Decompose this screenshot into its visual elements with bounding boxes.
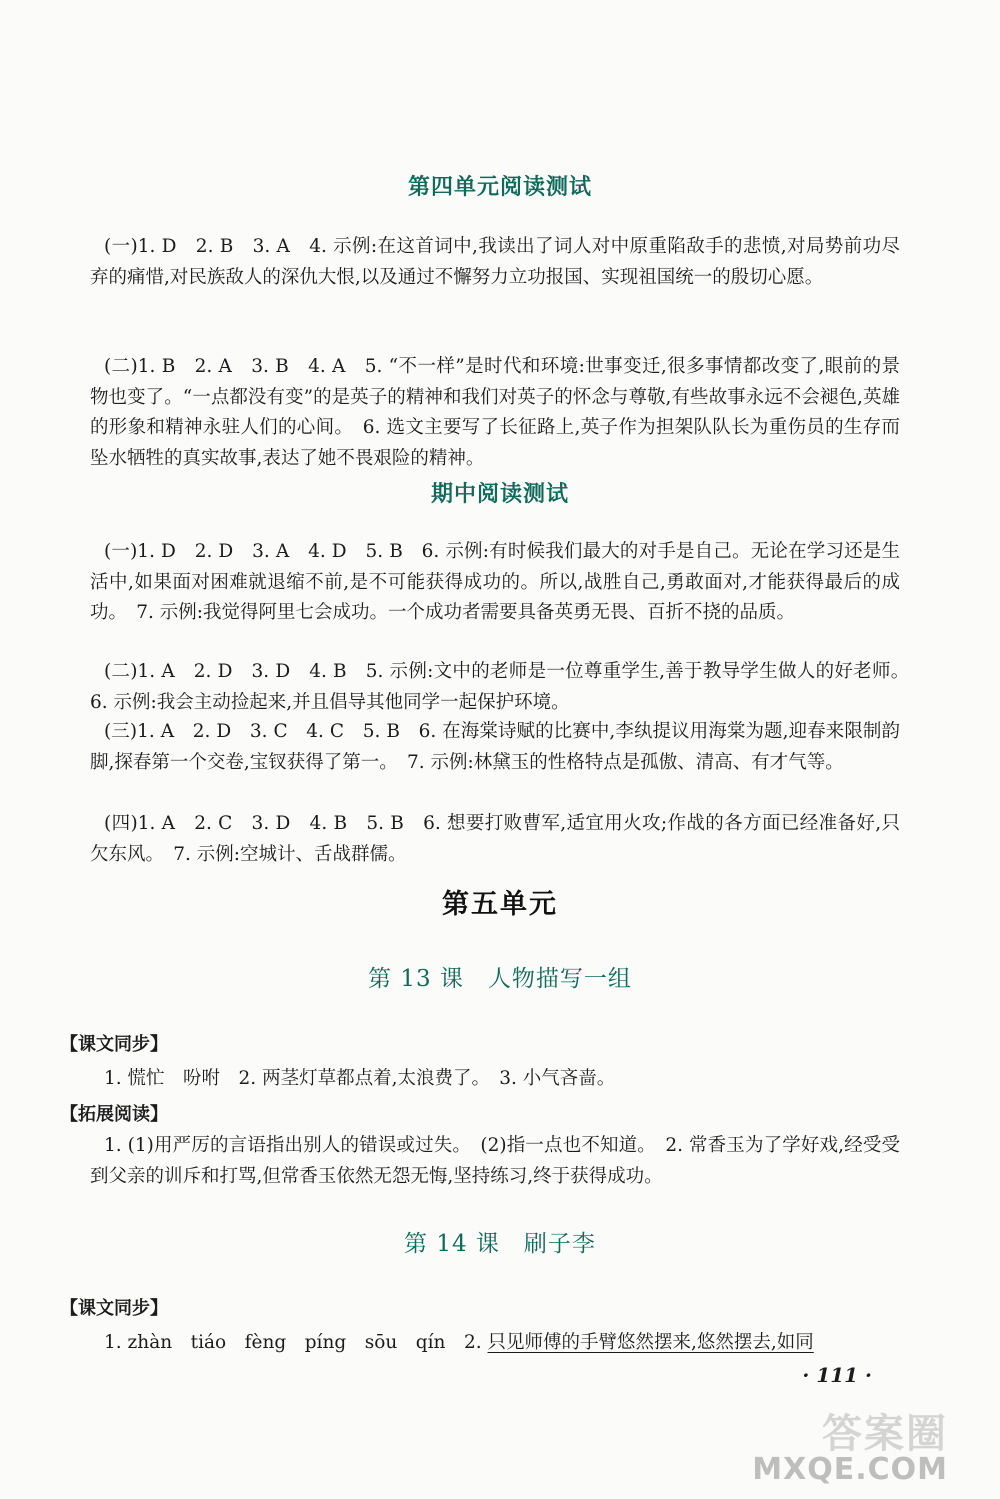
lesson13-sync-tag: 【课文同步】	[60, 1034, 168, 1055]
unit5-title: 第五单元	[442, 889, 558, 920]
lesson13-extended-reading-tag: 【拓展阅读】	[60, 1104, 168, 1125]
unit4-test-part2: (二)1. B 2. A 3. B 4. A 5. “不一样”是时代和环境:世事变迁,很多事情都改变了,眼前的景物也变了。“一点都没有变”的是英子的精神和我们对英子的怀念与尊敬,有些故事永远不会褪色,英雄的形象和精神永驻人们的心间。 6. 选文主要写了长征路上,英子作为担架队队长为重伤员的生存而坠水牺牲的真实故事,表达了她不畏艰险的精神。	[90, 356, 900, 469]
lesson14-underlined-sentence: 只见师傅的手臂悠然摆来,悠然摆去,如同	[487, 1332, 814, 1353]
page-number: · 111 ·	[802, 1363, 872, 1387]
lesson13-extended-reading-answers: 1. (1)用严厉的言语指出别人的错误或过失。 (2)指一点也不知道。 2. 常香玉为了学好戏,经受受到父亲的训斥和打骂,但常香玉依然无怨无悔,坚持练习,终于获得成功。	[90, 1135, 900, 1187]
lesson14-sync-tag: 【课文同步】	[60, 1298, 168, 1319]
midterm-test-part2: (二)1. A 2. D 3. D 4. B 5. 示例:文中的老师是一位尊重学生,善于教导学生做人的好老师。 6. 示例:我会主动捡起来,并且倡导其他同学一起保护环境。	[90, 661, 919, 713]
midterm-test-title: 期中阅读测试	[430, 481, 569, 507]
watermark-url: MXQE.COM	[752, 1452, 948, 1487]
lesson14-sync-answers	[104, 1328, 814, 1358]
midterm-test-part3: (三)1. A 2. D 3. C 4. C 5. B 6. 在海棠诗赋的比赛中,李纨提议用海棠为题,迎春来限制韵脚,探春第一个交卷,宝钗获得了第一。 7. 示例:林黛玉的性格特点是孤傲、清高、有才气等。	[90, 721, 900, 773]
lesson14-pinyin-answers: 1. zhàn tiáo fèng píng sōu qín 2.	[104, 1332, 488, 1353]
midterm-test-part1: (一)1. D 2. D 3. A 4. D 5. B 6. 示例:有时候我们最大的对手是自己。无论在学习还是生活中,如果面对困难就退缩不前,是不可能获得成功的。所以,战胜自己,勇敢面对,才能获得最后的成功。 7. 示例:我觉得阿里七会成功。一个成功者需要具备英勇无畏、百折不挠的品质。	[90, 541, 900, 623]
unit4-test-part1: (一)1. D 2. B 3. A 4. 示例:在这首词中,我读出了词人对中原重陷敌手的悲愤,对局势前功尽弃的痛惜,对民族敌人的深仇大恨,以及通过不懈努力立功报国、实现祖国统一的殷切心愿。	[90, 236, 900, 288]
lesson13-title: 第 13 课 人物描写一组	[368, 966, 632, 992]
lesson13-sync-answers: 1. 慌忙 吩咐 2. 两茎灯草都点着,太浪费了。 3. 小气吝啬。	[104, 1068, 616, 1089]
lesson14-title: 第 14 课 刷子李	[404, 1231, 596, 1257]
unit4-test-title: 第四单元阅读测试	[407, 174, 592, 200]
midterm-test-part4: (四)1. A 2. C 3. D 4. B 5. B 6. 想要打败曹军,适宜用火攻;作战的各方面已经准备好,只欠东风。 7. 示例:空城计、舌战群儒。	[90, 813, 900, 865]
watermark-logo: 答案圈	[822, 1411, 948, 1457]
